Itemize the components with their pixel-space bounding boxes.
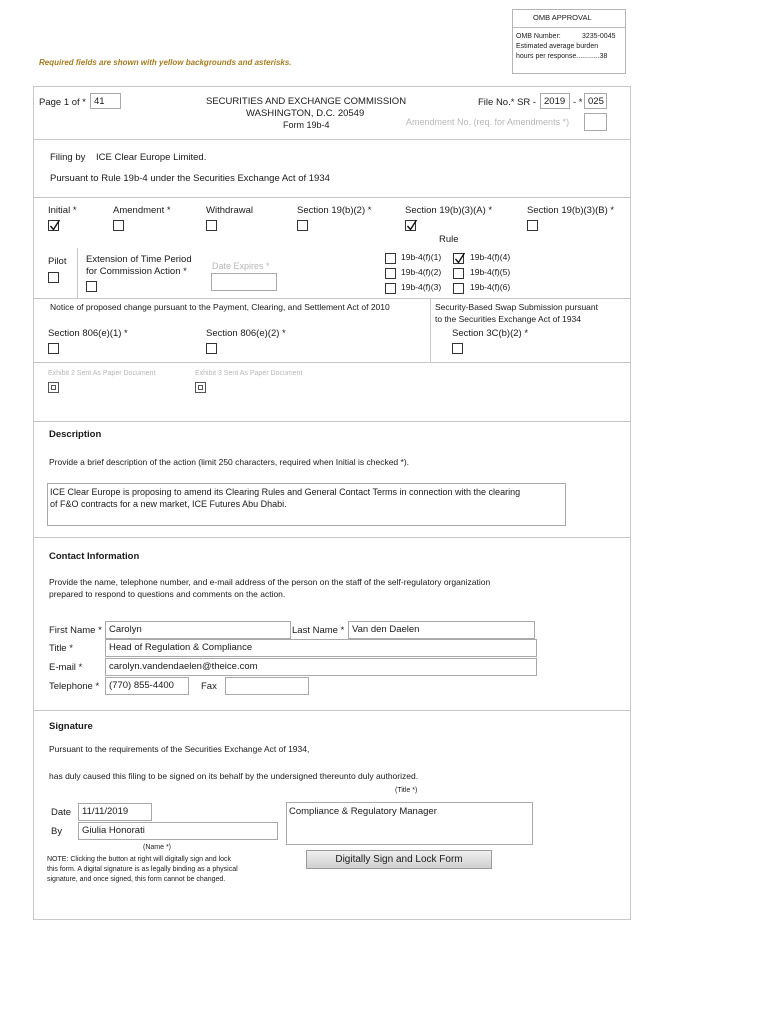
rule-f3-label: 19b-4(f)(3): [401, 282, 442, 292]
required-fields-note: Required fields are shown with yellow backgrounds and asterisks.: [39, 58, 292, 67]
withdrawal-label: Withdrawal: [206, 205, 253, 216]
section-806e2-label: Section 806(e)(2) *: [206, 328, 286, 339]
filing-by-label: Filing by: [50, 152, 86, 163]
agency-name: SECURITIES AND EXCHANGE COMMISSION: [206, 96, 407, 107]
notice-divider: [430, 298, 431, 362]
title-field[interactable]: Head of Regulation & Compliance: [105, 639, 537, 657]
divider-description: [33, 537, 631, 538]
divider-checks: [33, 298, 631, 299]
rule-f5-label: 19b-4(f)(5): [470, 267, 511, 277]
pilot-divider: [77, 248, 78, 298]
amendment-no-field[interactable]: [584, 113, 607, 131]
note-line-2: this form. A digital signature is as legally binding as a physical: [47, 866, 238, 873]
date-field[interactable]: 11/11/2019: [78, 803, 152, 821]
file-sep: - *: [573, 97, 583, 108]
rule-label: Rule: [439, 234, 459, 245]
section-806e1-checkbox[interactable]: [48, 343, 59, 354]
section-19b2-checkbox[interactable]: [297, 220, 308, 231]
file-no-label: File No.* SR -: [478, 97, 537, 108]
amendment-no-label: Amendment No. (req. for Amendments *): [406, 117, 570, 127]
withdrawal-checkbox[interactable]: [206, 220, 217, 231]
signer-title-text: Compliance & Regulatory Manager: [289, 806, 437, 817]
notice-text: Notice of proposed change pursuant to the Payment, Clearing, and Settlement Act of 2010: [50, 302, 390, 312]
page-total-field[interactable]: 41: [90, 93, 121, 109]
omb-number-value: 3235-0045: [582, 33, 616, 40]
omb-title: OMB APPROVAL: [533, 13, 592, 22]
email-field[interactable]: carolyn.vandendaelen@theice.com: [105, 658, 537, 676]
divider-header: [33, 139, 631, 140]
email-label: E-mail *: [49, 662, 83, 673]
date-label: Date: [51, 807, 72, 818]
signer-title-field[interactable]: [286, 802, 533, 845]
exhibit-3-checkbox[interactable]: [195, 382, 206, 393]
rule-f2-label: 19b-4(f)(2): [401, 267, 442, 277]
date-expires-label: Date Expires *: [212, 261, 270, 271]
form-name: Form 19b-4: [283, 120, 330, 130]
omb-burden: Estimated average burden: [516, 43, 599, 50]
rule-f4-checkbox[interactable]: [453, 253, 464, 264]
extension-checkbox[interactable]: [86, 281, 97, 292]
section-19b3b-label: Section 19(b)(3)(B) *: [527, 205, 615, 216]
divider-contact: [33, 710, 631, 711]
section-19b3a-label: Section 19(b)(3)(A) *: [405, 205, 493, 216]
contact-instruction-2: prepared to respond to questions and comments on the action.: [49, 589, 286, 599]
first-name-label: First Name *: [49, 625, 102, 636]
checkmark-icon: [406, 219, 418, 232]
checkmark-icon: [454, 252, 466, 265]
description-instruction: Provide a brief description of the action (limit 250 characters, required when Initial is checked *).: [49, 457, 410, 467]
description-heading: Description: [49, 429, 102, 440]
divider-exhibits: [33, 421, 631, 422]
exhibit-3-label: Exhibit 3 Sent As Paper Document: [195, 370, 303, 377]
section-19b3a-checkbox[interactable]: [405, 220, 416, 231]
last-name-field[interactable]: Van den Daelen: [348, 621, 535, 639]
omb-number-label: OMB Number:: [516, 33, 561, 40]
swap-text-1: Security-Based Swap Submission pursuant: [435, 302, 598, 312]
contact-instruction-1: Provide the name, telephone number, and e-mail address of the person on the staff of the self-regulatory organization: [49, 577, 491, 587]
divider-filing: [33, 197, 631, 198]
title-label: Title *: [49, 643, 73, 654]
rule-f6-checkbox[interactable]: [453, 283, 464, 294]
exhibit-2-checkbox[interactable]: [48, 382, 59, 393]
section-3cb2-checkbox[interactable]: [452, 343, 463, 354]
page-label: Page 1 of *: [39, 97, 87, 108]
description-textarea[interactable]: [47, 483, 566, 526]
initial-label: Initial *: [48, 205, 77, 216]
telephone-field[interactable]: (770) 855-4400: [105, 677, 189, 695]
section-19b2-label: Section 19(b)(2) *: [297, 205, 372, 216]
by-label: By: [51, 826, 63, 837]
omb-hours: hours per response............38: [516, 53, 608, 60]
telephone-label: Telephone *: [49, 681, 100, 692]
filing-by-value: ICE Clear Europe Limited.: [96, 152, 207, 163]
divider-notice: [33, 362, 631, 363]
title-caption: (Title *): [395, 787, 418, 794]
note-line-3: signature, and once signed, this form cannot be changed.: [47, 876, 226, 883]
date-expires-field[interactable]: [211, 273, 277, 291]
fax-label: Fax: [201, 681, 217, 692]
first-name-field[interactable]: Carolyn: [105, 621, 291, 639]
swap-text-2: to the Securities Exchange Act of 1934: [435, 314, 582, 324]
description-text-2: of F&O contracts for a new market, ICE Futures Abu Dhabi.: [50, 499, 287, 509]
pursuant-rule: Pursuant to Rule 19b-4 under the Securities Exchange Act of 1934: [50, 173, 330, 184]
extension-label-2: for Commission Action *: [86, 266, 187, 277]
signature-heading: Signature: [49, 721, 93, 732]
rule-f3-checkbox[interactable]: [385, 283, 396, 294]
contact-heading: Contact Information: [49, 551, 140, 562]
omb-divider: [513, 27, 625, 28]
rule-f1-checkbox[interactable]: [385, 253, 396, 264]
last-name-label: Last Name *: [292, 625, 345, 636]
rule-f6-label: 19b-4(f)(6): [470, 282, 511, 292]
by-field[interactable]: Giulia Honorati: [78, 822, 278, 840]
section-806e2-checkbox[interactable]: [206, 343, 217, 354]
section-3cb2-label: Section 3C(b)(2) *: [452, 328, 529, 339]
digitally-sign-button[interactable]: Digitally Sign and Lock Form: [306, 850, 492, 869]
section-19b3b-checkbox[interactable]: [527, 220, 538, 231]
rule-f5-checkbox[interactable]: [453, 268, 464, 279]
agency-city: WASHINGTON, D.C. 20549: [246, 108, 365, 119]
description-text-1: ICE Clear Europe is proposing to amend its Clearing Rules and General Contact Terms in connection with the clearing: [50, 487, 521, 497]
name-caption: (Name *): [143, 844, 172, 851]
amendment-checkbox[interactable]: [113, 220, 124, 231]
rule-f2-checkbox[interactable]: [385, 268, 396, 279]
exhibit-2-label: Exhibit 2 Sent As Paper Document: [48, 370, 156, 377]
rule-f4-label: 19b-4(f)(4): [470, 252, 511, 262]
initial-checkbox[interactable]: [48, 220, 59, 231]
rule-f1-label: 19b-4(f)(1): [401, 252, 442, 262]
omb-approval-box: [512, 9, 626, 74]
pilot-label: Pilot: [48, 256, 67, 267]
signature-pursuant: Pursuant to the requirements of the Securities Exchange Act of 1934,: [49, 744, 310, 754]
signature-authorized: has duly caused this filing to be signed on its behalf by the undersigned thereunto duly authorized.: [49, 771, 419, 781]
file-year-field[interactable]: 2019: [540, 93, 570, 109]
pilot-checkbox[interactable]: [48, 272, 59, 283]
file-seq-field[interactable]: 025: [584, 93, 607, 109]
fax-field[interactable]: [225, 677, 309, 695]
amendment-label: Amendment *: [113, 205, 171, 216]
checkmark-icon: [49, 219, 61, 232]
section-806e1-label: Section 806(e)(1) *: [48, 328, 128, 339]
note-line-1: NOTE: Clicking the button at right will digitally sign and lock: [47, 856, 232, 863]
extension-label-1: Extension of Time Period: [86, 254, 192, 265]
